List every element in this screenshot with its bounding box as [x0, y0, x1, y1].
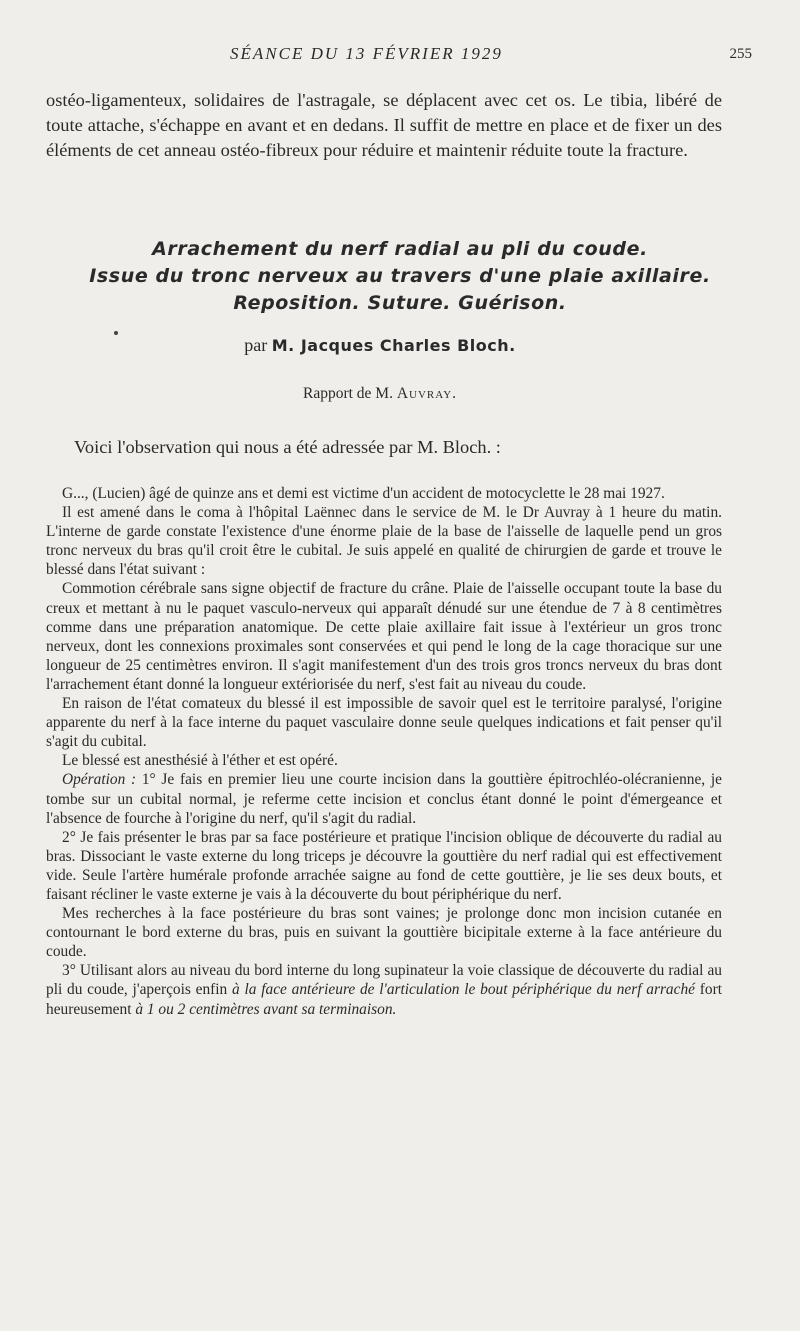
page-number: 255 [729, 46, 752, 62]
paragraph: Commotion cérébrale sans signe objectif de fracture du crâne. Plaie de l'aisselle occupant toute la base du creux et mettant à nu le paquet vasculo-nerveux qui apparaît dénudé sur une étendue de 7 à 8 centimètres comme dans une préparation anatomique. De cette plaie axillaire fait issue à l'extérieur un gros tronc nerveux, dont les connexions proximales sont conservées et qui pend le long de la cage thoracique sur une longueur de 25 centimètres environ. Il s'agit manifestement d'un des trois gros troncs nerveux du bras dont l'arrachement étant donné la longueur extériorisée du nerf, s'est fait au niveau du coude. [46, 580, 722, 693]
paragraph: Mes recherches à la face postérieure du bras sont vaines; je prolonge donc mon incision cutanée en contournant le bord externe du bras, puis en suivant la gouttière bicipitale externe à la face antérieure du coude. [46, 905, 722, 961]
article-title [30, 236, 770, 317]
lead-text: ostéo-ligamenteux, solidaires de l'astragale, se déplacent avec cet os. Le tibia, libéré de toute attache, s'échappe en avant et en dedans. Il suffit de mettre en place et de fixer un des éléments de cet anneau ostéo-fibreux pour réduire et maintenir réduite toute la fracture. [46, 90, 722, 160]
paragraph: Il est amené dans le coma à l'hôpital Laënnec dans le service de M. le Dr Auvray à 1 heure du matin. L'interne de garde constate l'existence d'une énorme plaie de la base de l'aisselle de laquelle pend un gros tronc nerveux du bras qu'il croit être le cubital. Je suis appelé en qualité de chirurgien de garde et trouve le blessé dans l'état suivant : [46, 504, 722, 579]
paragraph-text: 3° Utilisant alors au niveau du bord interne du long supinateur la voie classique de découverte du radial au pli du coude, j'aperçois enfin [46, 962, 722, 999]
paragraph: En raison de l'état comateux du blessé il est impossible de savoir quel est le territoire paralysé, l'origine apparente du nerf à la face interne du paquet vasculaire donne seule quelques indications et fait penser qu'il s'agit du cubital. [46, 695, 722, 751]
observation-body [46, 484, 722, 1019]
paragraph: G..., (Lucien) âgé de quinze ans et demi est victime d'un accident de motocyclette le 28 mai 1927. [62, 485, 665, 502]
byline-prefix: par [244, 335, 268, 355]
paragraph: 2° Je fais présenter le bras par sa face postérieure et pratique l'incision oblique de découverte du radial au bras. Dissociant le vaste externe du long triceps je découvre la gouttière du nerf radial qui est effectivement vide. Seule l'artère humérale profonde arrachée saigne au fond de cette gouttière, je lie ses deux bouts, et faisant récliner le vaste externe je vais à la découverte du bout périphérique du nerf. [46, 828, 722, 903]
article-title-line-3: Reposition. Suture. Guérison. [233, 292, 567, 314]
paragraph-text: fort heureusement [46, 981, 722, 1018]
running-head-title: SÉANCE DU 13 FÉVRIER 1929 [230, 44, 503, 63]
report-line [0, 385, 760, 403]
paragraph-italic: à la face antérieure de l'articulation le bout périphérique du nerf arraché [232, 981, 695, 999]
running-head [0, 44, 800, 68]
paragraph: Le blessé est anesthésié à l'éther et est opéré. [62, 752, 338, 770]
reporter-name: Auvray. [396, 385, 458, 402]
author-name: M. Jacques Charles Bloch. [271, 336, 516, 355]
operation-text: 1° Je fais en premier lieu une courte incision dans la gouttière épitrochléo-olécranienne, je tombe sur un cubital normal, je referme cette incision et conclus étant donné le point d'émergeance et l'absence de fourche à l'origine du nerf, qu'il s'agit du radial. [46, 771, 722, 827]
paragraph [46, 770, 722, 827]
article-title-line-2: Issue du tronc nerveux au travers d'une plaie axillaire. [89, 265, 711, 287]
intro-sentence: Voici l'observation qui nous a été adressée par M. Bloch. : [74, 437, 501, 457]
article-title-line-1: Arrachement du nerf radial au pli du coude. [152, 238, 648, 260]
byline [0, 335, 760, 356]
operation-label: Opération : [62, 771, 137, 789]
paragraph [46, 961, 722, 1018]
lead-paragraph [46, 88, 722, 163]
report-prefix: Rapport de M. [302, 385, 393, 402]
paragraph-italic: à 1 ou 2 centimètres avant sa terminaison. [135, 1000, 397, 1018]
